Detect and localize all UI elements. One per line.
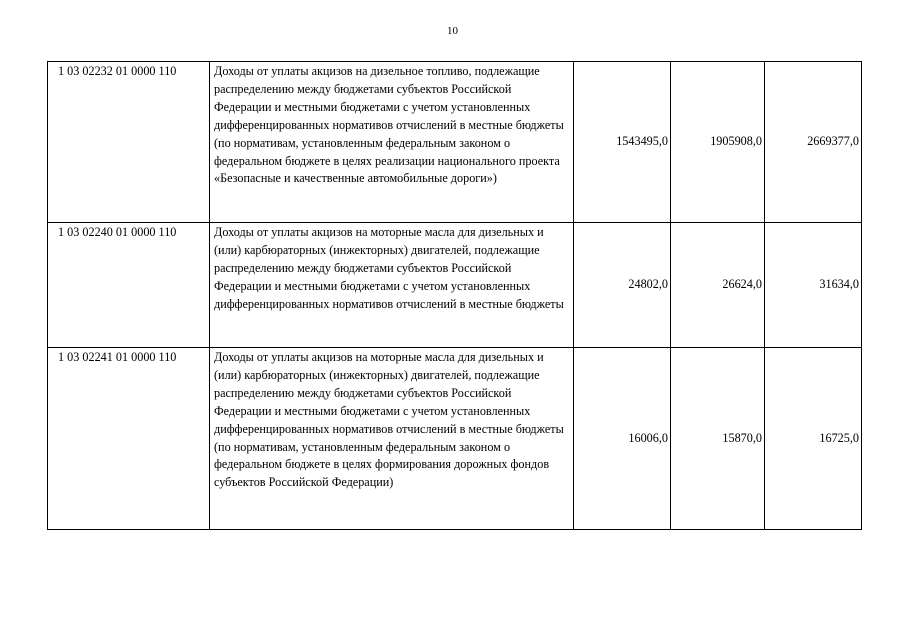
table-row xyxy=(48,62,862,223)
table-row xyxy=(48,223,862,348)
amount-year-1: 1543495,0 xyxy=(574,62,671,223)
table-row xyxy=(48,348,862,530)
amount-year-3: 31634,0 xyxy=(765,223,862,348)
revenue-code: 1 03 02232 01 0000 110 xyxy=(48,62,210,223)
revenue-code: 1 03 02241 01 0000 110 xyxy=(48,348,210,530)
amount-year-1: 24802,0 xyxy=(574,223,671,348)
amount-year-3: 2669377,0 xyxy=(765,62,862,223)
budget-revenue-table xyxy=(47,61,862,530)
amount-year-3: 16725,0 xyxy=(765,348,862,530)
revenue-code: 1 03 02240 01 0000 110 xyxy=(48,223,210,348)
amount-year-1: 16006,0 xyxy=(574,348,671,530)
amount-year-2: 15870,0 xyxy=(671,348,765,530)
revenue-description: Доходы от уплаты акцизов на дизельное топливо, подлежащие распределению между бюджетами субъектов Российской Федерации и местными бюджетами с учетом установленных дифференцированных нормативов отчислений в местные бюджеты (по нормативам, установленным федеральным законом о федеральном бюджете в целях реализации национального проекта «Безопасные и качественные автомобильные дороги») xyxy=(210,62,574,223)
amount-year-2: 1905908,0 xyxy=(671,62,765,223)
revenue-description: Доходы от уплаты акцизов на моторные масла для дизельных и (или) карбюраторных (инжекторных) двигателей, подлежащие распределению между бюджетами субъектов Российской Федерации и местными бюджетами с учетом установленных дифференцированных нормативов отчислений в местные бюджеты (по нормативам, установленным федеральным законом о федеральном бюджете в целях формирования дорожных фондов субъектов Российской Федерации) xyxy=(210,348,574,530)
amount-year-2: 26624,0 xyxy=(671,223,765,348)
revenue-description: Доходы от уплаты акцизов на моторные масла для дизельных и (или) карбюраторных (инжекторных) двигателей, подлежащие распределению между бюджетами субъектов Российской Федерации и местными бюджетами с учетом установленных дифференцированных нормативов отчислений в местные бюджеты xyxy=(210,223,574,348)
page-number: 10 xyxy=(447,25,458,37)
